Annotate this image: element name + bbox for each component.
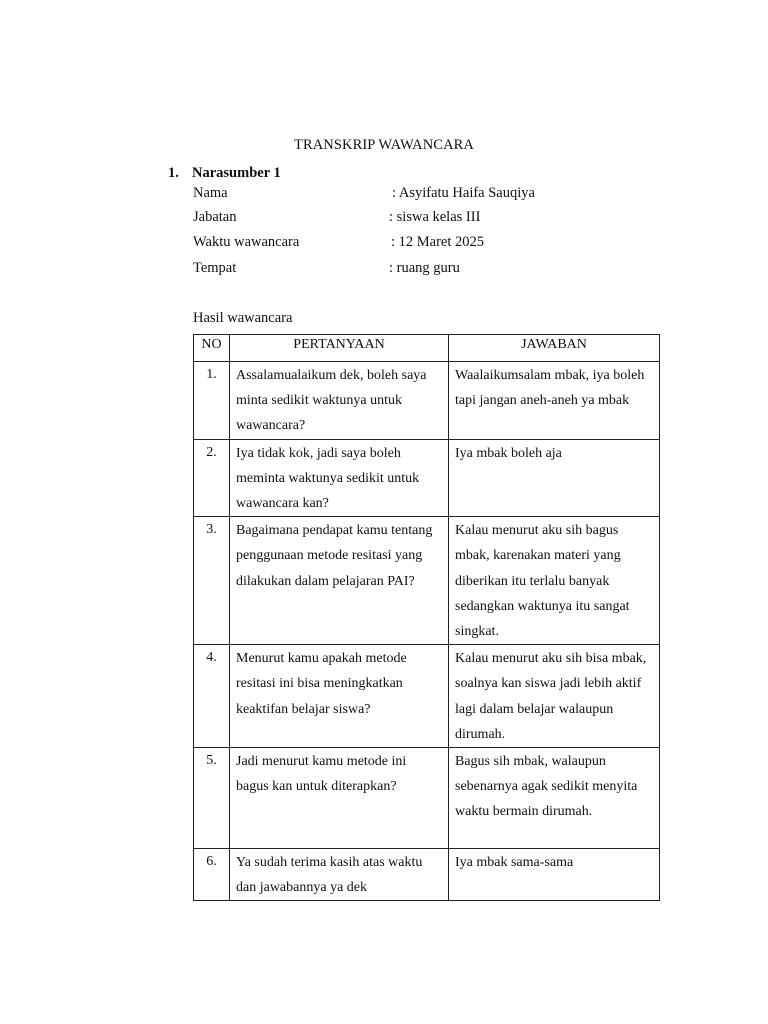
table-row bbox=[194, 517, 660, 645]
info-value-tempat: : ruang guru bbox=[389, 260, 460, 276]
row-question: Bagaimana pendapat kamu tentang penggunaan metode resitasi yang dilakukan dalam pelajaran PAI? bbox=[230, 517, 449, 645]
info-label-waktu: Waktu wawancara bbox=[193, 234, 300, 250]
info-value-jabatan: : siswa kelas III bbox=[389, 209, 481, 225]
row-answer: Kalau menurut aku sih bisa mbak, soalnya kan siswa jadi lebih aktif lagi dalam belajar walaupun dirumah. bbox=[449, 645, 660, 748]
row-number: 1. bbox=[194, 362, 230, 440]
table-row bbox=[194, 849, 660, 901]
row-question: Jadi menurut kamu metode ini bagus kan untuk diterapkan? bbox=[230, 748, 449, 849]
table-header-row bbox=[194, 335, 660, 362]
row-number: 2. bbox=[194, 439, 230, 517]
row-question: Iya tidak kok, jadi saya boleh meminta waktunya sedikit untuk wawancara kan? bbox=[230, 439, 449, 517]
table-row bbox=[194, 645, 660, 748]
table-row bbox=[194, 748, 660, 849]
info-value-waktu: : 12 Maret 2025 bbox=[391, 234, 485, 250]
info-label-tempat: Tempat bbox=[193, 260, 237, 276]
row-number: 4. bbox=[194, 645, 230, 748]
section-title: Narasumber 1 bbox=[192, 165, 281, 181]
table-row bbox=[194, 439, 660, 517]
row-answer: Iya mbak sama-sama bbox=[449, 849, 660, 901]
document-title: TRANSKRIP WAWANCARA bbox=[294, 137, 474, 153]
row-number: 6. bbox=[194, 849, 230, 901]
row-answer: Iya mbak boleh aja bbox=[449, 439, 660, 517]
interview-table bbox=[193, 334, 660, 901]
header-question: PERTANYAAN bbox=[230, 335, 449, 362]
info-label-jabatan: Jabatan bbox=[193, 209, 237, 225]
row-number: 3. bbox=[194, 517, 230, 645]
info-value-nama: : Asyifatu Haifa Sauqiya bbox=[392, 185, 535, 201]
row-answer: Bagus sih mbak, walaupun sebenarnya agak sedikit menyita waktu bermain dirumah. bbox=[449, 748, 660, 849]
table-row bbox=[194, 362, 660, 440]
row-question: Ya sudah terima kasih atas waktu dan jawabannya ya dek bbox=[230, 849, 449, 901]
section-number: 1. bbox=[168, 165, 179, 181]
header-no: NO bbox=[194, 335, 230, 362]
row-number: 5. bbox=[194, 748, 230, 849]
row-answer: Waalaikumsalam mbak, iya boleh tapi jangan aneh-aneh ya mbak bbox=[449, 362, 660, 440]
section-heading bbox=[168, 165, 281, 182]
results-label: Hasil wawancara bbox=[193, 310, 293, 326]
row-answer: Kalau menurut aku sih bagus mbak, karenakan materi yang diberikan itu terlalu banyak sedangkan waktunya itu sangat singkat. bbox=[449, 517, 660, 645]
info-label-nama: Nama bbox=[193, 185, 228, 201]
row-question: Assalamualaikum dek, boleh saya minta sedikit waktunya untuk wawancara? bbox=[230, 362, 449, 440]
header-answer: JAWABAN bbox=[449, 335, 660, 362]
row-question: Menurut kamu apakah metode resitasi ini bisa meningkatkan keaktifan belajar siswa? bbox=[230, 645, 449, 748]
